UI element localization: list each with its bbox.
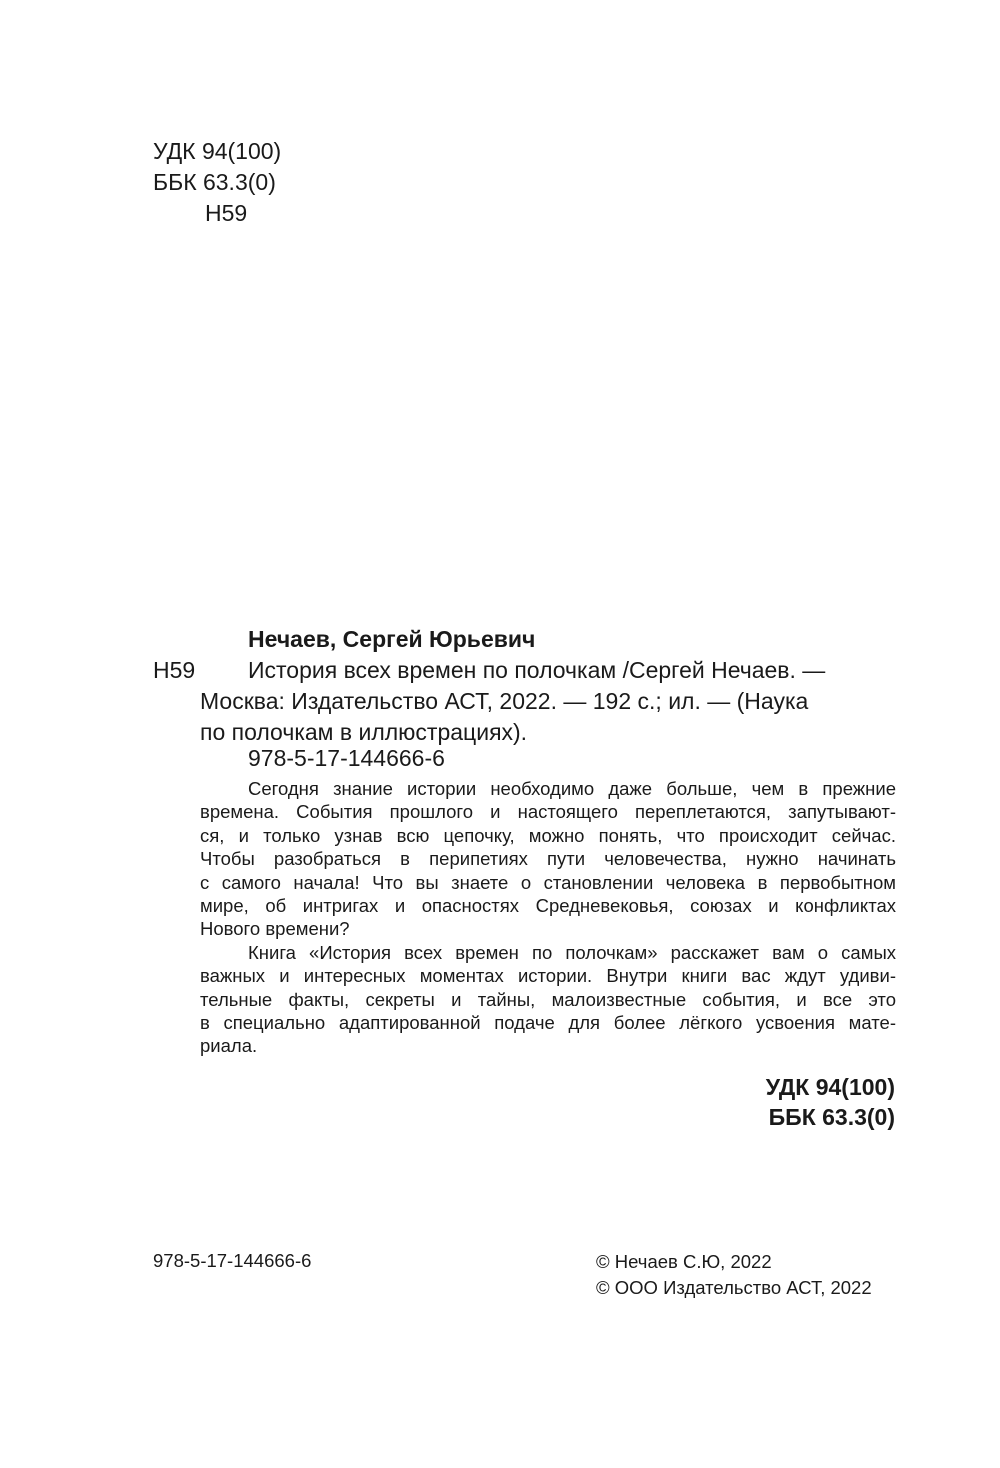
- annotation-line: времена. События прошлого и настоящего переплетаются, запутывают-: [200, 801, 896, 823]
- header-codes: [153, 136, 281, 229]
- copyright-publisher: © ООО Издательство АСТ, 2022: [596, 1277, 872, 1298]
- title-line: История всех времен по полочкам /Сергей Нечаев. —: [248, 657, 826, 683]
- annotation-line: важных и интересных моментах истории. Внутри книги вас ждут удиви-: [200, 965, 896, 987]
- annotation-line: мире, об интригах и опасностях Средневековья, союзах и конфликтах: [200, 895, 896, 917]
- classification-udk: УДК 94(100): [765, 1074, 895, 1100]
- copyright-block: [596, 1249, 872, 1301]
- annotation-line: Книга «История всех времен по полочкам» расскажет вам о самых: [248, 941, 896, 963]
- title-line: Москва: Издательство АСТ, 2022. — 192 с.; ил. — (Наука: [200, 688, 809, 714]
- annotation: [200, 777, 896, 1058]
- annotation-line: ся, и только узнав всю цепочку, можно понять, что происходит сейчас.: [200, 824, 896, 846]
- copyright-author: © Нечаев С.Ю, 2022: [596, 1251, 772, 1272]
- annotation-line: Сегодня знание истории необходимо даже больше, чем в прежние: [248, 778, 896, 799]
- header-udk: УДК 94(100): [153, 138, 282, 164]
- title-line: по полочкам в иллюстрациях).: [200, 719, 528, 745]
- classification-codes: [766, 1072, 895, 1132]
- header-cutter: Н59: [205, 200, 248, 226]
- annotation-line: в специально адаптированной подаче для более лёгкого усвоения мате-: [200, 1012, 896, 1034]
- author-name: Нечаев, Сергей Юрьевич: [248, 626, 536, 652]
- record-isbn: 978-5-17-144666-6: [248, 745, 445, 771]
- bibliographic-description: [200, 655, 900, 748]
- record-cutter: Н59: [153, 657, 196, 683]
- annotation-line: с самого начала! Что вы знаете о становлении человека в первобытном: [200, 871, 896, 893]
- footer-isbn: 978-5-17-144666-6: [153, 1250, 312, 1271]
- annotation-line: риала.: [200, 1035, 258, 1057]
- header-bbk: ББК 63.3(0): [153, 169, 276, 195]
- annotation-line: тельные факты, секреты и тайны, малоизвестные события, и все это: [200, 988, 896, 1010]
- annotation-line: Чтобы разобраться в перипетиях пути человечества, нужно начинать: [200, 848, 896, 870]
- annotation-line: Нового времени?: [200, 918, 350, 940]
- classification-bbk: ББК 63.3(0): [768, 1104, 895, 1130]
